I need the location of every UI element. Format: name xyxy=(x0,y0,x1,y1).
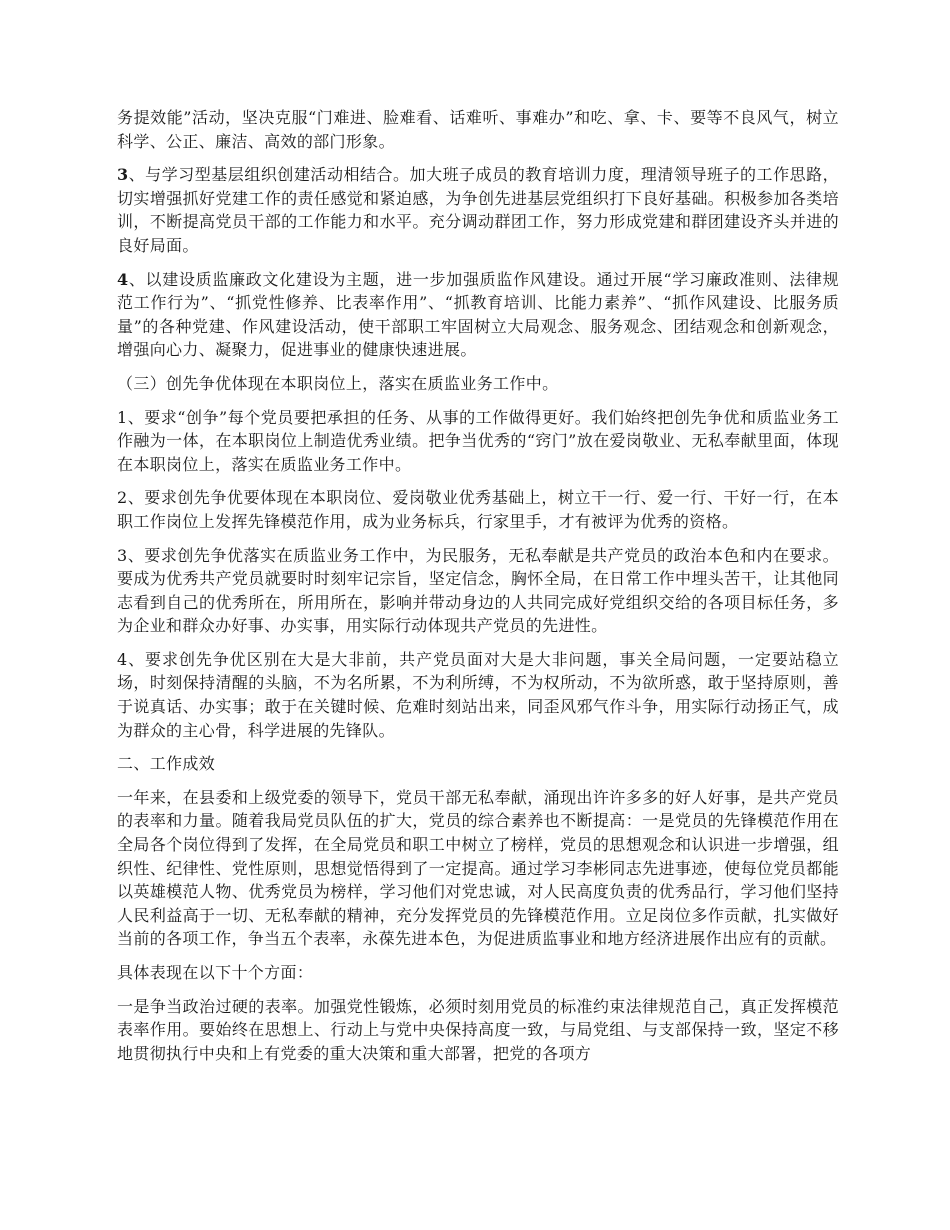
paragraph-text: 二、工作成效 xyxy=(117,754,216,774)
paragraph xyxy=(117,961,839,985)
paragraph-text: 一年来，在县委和上级党委的领导下，党员干部无私奉献，涌现出许许多多的好人好事，是共产党员的表率和力量。随着我局党员队伍的扩大，党员的综合素养也不断提高：一是党员的先锋模范作用在全局各个岗位得到了发挥，在全局党员和职工中树立了榜样，党员的思想观念和认识进一步增强，组织性、纪律性、党性原则，思想觉悟得到了一定提高。通过学习李彬同志先进事迹，使每位党员都能以英雄模范人物、优秀党员为榜样，学习他们对党忠诚，对人民高度负责的优秀品行，学习他们坚持人民利益高于一切、无私奉献的精神，充分发挥党员的先锋模范作用。立足岗位多作贡献，扎实做好当前的各项工作，争当五个表率，永葆先进本色，为促进质监事业和地方经济进展作出应有的贡献。 xyxy=(117,787,839,949)
paragraph xyxy=(117,163,839,257)
paragraph-text: 一是争当政治过硬的表率。加强党性锻炼，必须时刻用党员的标准约束法律规范自己，真正发挥模范表率作用。要始终在思想上、行动上与党中央保持高度一致，与局党组、与支部保持一致，坚定不移地贯彻执行中央和上有党委的重大决策和重大部署，把党的各项方 xyxy=(117,996,839,1063)
paragraph xyxy=(117,544,839,638)
section-heading xyxy=(117,372,839,396)
paragraph xyxy=(117,786,839,951)
paragraph-number: 3 xyxy=(117,165,129,185)
paragraph-text: （三）创先争优体现在本职岗位上，落实在质监业务工作中。 xyxy=(117,373,559,393)
paragraph xyxy=(117,406,839,477)
paragraph xyxy=(117,995,839,1066)
paragraph-text: 、与学习型基层组织创建活动相结合。加大班子成员的教育培训力度，理清领导班子的工作思路，切实增强抓好党建工作的责任感觉和紧迫感，为争创先进基层党组织打下良好基础。积极参加各类培训，不断提高党员干部的工作能力和水平。充分调动群团工作，努力形成党建和群团建设齐头并进的良好局面。 xyxy=(117,165,839,255)
paragraph-number: 4 xyxy=(117,269,129,289)
paragraph-text: 3、要求创先争优落实在质监业务工作中，为民服务，无私奉献是共产党员的政治本色和内在要求。要成为优秀共产党员就要时时刻牢记宗旨，坚定信念，胸怀全局，在日常工作中埋头苦干，让其他同志看到自己的优秀所在，所用所在，影响并带动身边的人共同完成好党组织交给的各项目标任务，多为企业和群众办好事、办实事，用实际行动体现共产党员的先进性。 xyxy=(117,545,839,636)
paragraph xyxy=(117,648,839,742)
paragraph xyxy=(117,268,839,362)
paragraph-text: 务提效能”活动，坚决克服“门难进、脸难看、话难听、事难办”和吃、拿、卡、要等不良风气，树立科学、公正、廉洁、高效的部门形象。 xyxy=(117,108,839,151)
paragraph-text: 4、要求创先争优区别在大是大非前，共产党员面对大是大非问题，事关全局问题，一定要站稳立场，时刻保持清醒的头脑，不为名所累，不为利所缚，不为权所动，不为欲所惑，敢于坚持原则，善于说真话、办实事；敢于在关键时候、危难时刻站出来，同歪风邪气作斗争，用实际行动扬正气，成为群众的主心骨，科学进展的先锋队。 xyxy=(117,649,839,740)
section-heading xyxy=(117,752,839,776)
paragraph-text: 1、要求“创争”每个党员要把承担的任务、从事的工作做得更好。我们始终把创先争优和质监业务工作融为一体，在本职岗位上制造优秀业绩。把争当优秀的“窍门”放在爱岗敬业、无私奉献里面，体现在本职岗位上，落实在质监业务工作中。 xyxy=(117,407,839,474)
paragraph xyxy=(117,106,839,153)
paragraph-text: 2、要求创先争优要体现在本职岗位、爱岗敬业优秀基础上，树立干一行、爱一行、干好一行，在本职工作岗位上发挥先锋模范作用，成为业务标兵，行家里手，才有被评为优秀的资格。 xyxy=(117,488,839,531)
paragraph-text: 具体表现在以下十个方面： xyxy=(117,963,314,982)
paragraph-text: 、以建设质监廉政文化建设为主题，进一步加强质监作风建设。通过开展“学习廉政准则、法律规范工作行为”、“抓党性修养、比表率作用”、“抓教育培训、比能力素养”、“抓作风建设、比服务质量”的各种党建、作风建设活动，使干部职工牢固树立大局观念、服务观念、团结观念和创新观念，增强向心力、凝聚力，促进事业的健康快速进展。 xyxy=(117,269,839,360)
paragraph xyxy=(117,486,839,533)
document-body xyxy=(117,106,839,1075)
